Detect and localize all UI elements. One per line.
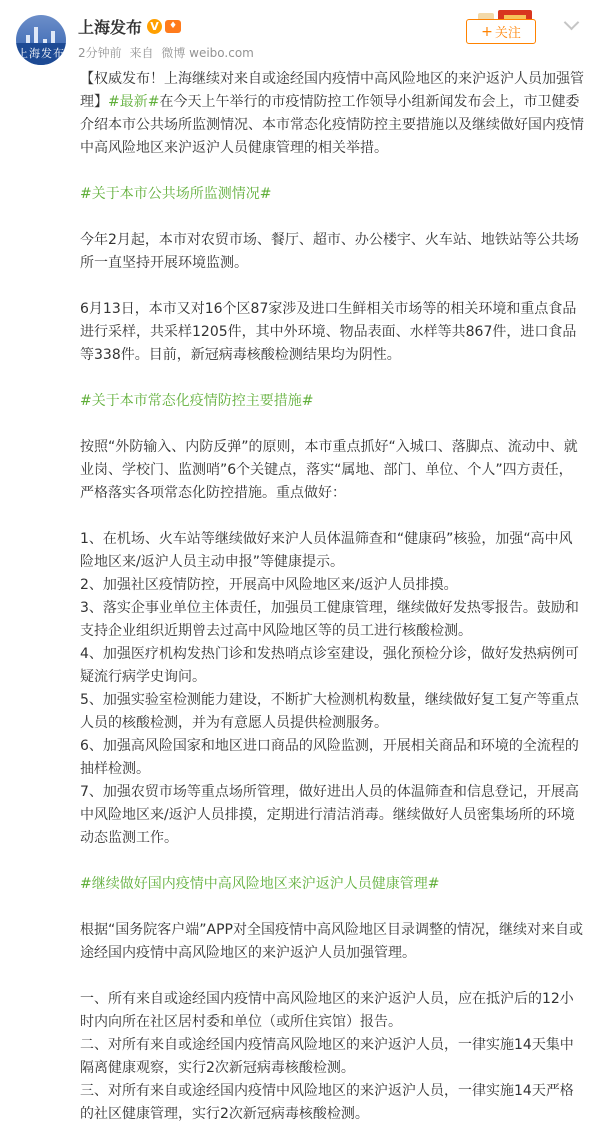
list-item: 7、加强农贸市场等重点场所管理，做好进出人员的体温筛查和信息登记，开展高中风险地区来/返沪人员排摸，定期进行清洁消毒。继续做好人员密集场所的环境动态监测工作。: [80, 784, 579, 846]
avatar[interactable]: [16, 15, 66, 65]
list-item: 5、加强实验室检测能力建设，不断扩大检测机构数量，继续做好复工复产等重点人员的核酸检测，并为有意愿人员提供检测服务。: [80, 692, 579, 731]
intro-text: 在今天上午举行的市疫情防控工作领导小组新闻发布会上，市卫健委介绍本市公共场所监测情况、本市常态化疫情防控主要措施以及继续做好国内疫情中高风险地区来沪返沪人员健康管理的相关举措。: [80, 94, 584, 156]
section1-paragraph-2: 6月13日，本市又对16个区87家涉及进口生鲜相关市场等的相关环境和重点食品进行采样，共采样1205件，其中外环境、物品表面、水样等共867件，进口食品等338件。目前，新冠病毒核酸检测结果均为阴性。: [80, 301, 577, 363]
topic-link-section1[interactable]: #关于本市公共场所监测情况#: [80, 186, 272, 202]
verified-v-icon: V: [147, 19, 162, 34]
section2-intro: 按照“外防输入、内防反弹”的原则，本市重点抓好“入城口、落脚点、流动中、就业岗、学校门、监测哨”6个关键点，落实“属地、部门、单位、个人”四方责任，严格落实各项常态化防控措施。重点做好：: [80, 439, 578, 501]
author-row: [78, 15, 181, 38]
list-item: 三、对所有来自或途经国内疫情中风险地区的来沪返沪人员，一律实施14天严格的社区健康管理，实行2次新冠病毒核酸检测。: [80, 1083, 574, 1122]
section3-intro: 根据“国务院客户端”APP对全国疫情中高风险地区目录调整的情况，继续对来自或途经国内疫情中高风险地区的来沪返沪人员加强管理。: [80, 922, 583, 961]
chevron-down-icon[interactable]: [564, 15, 580, 31]
post-meta: [78, 44, 258, 61]
post-content: [80, 68, 585, 1126]
list-item: 2、加强社区疫情防控，开展高中风险地区来/返沪人员排摸。: [80, 577, 458, 593]
list-item: 一、所有来自或途经国内疫情中高风险地区的来沪返沪人员，应在抵沪后的12小时内向所在社区居村委和单位（或所住宾馆）报告。: [80, 991, 574, 1030]
post-source: 微博 weibo.com: [161, 46, 254, 60]
list-item: 4、加强医疗机构发热门诊和发热哨点诊室建设，强化预检分诊，做好发热病例可疑流行病学史询问。: [80, 646, 579, 685]
follow-button[interactable]: [466, 19, 536, 44]
list-item: 1、在机场、火车站等继续做好来沪人员体温筛查和“健康码”核验，加强“高中风险地区来/返沪人员主动申报”等健康提示。: [80, 531, 573, 570]
list-item: 二、对所有来自或途经国内疫情高风险地区的来沪返沪人员，一律实施14天集中隔离健康观察，实行2次新冠病毒核酸检测。: [80, 1037, 574, 1076]
vip-badge-icon: ♦: [165, 20, 181, 33]
source-prefix: 来自: [129, 46, 154, 60]
list-item: 3、落实企事业单位主体责任，加强员工健康管理，继续做好发热零报告。鼓励和支持企业组织近期曾去过高中风险地区等的员工进行核酸检测。: [80, 600, 579, 639]
topic-link-section3[interactable]: #继续做好国内疫情中高风险地区来沪返沪人员健康管理#: [80, 876, 440, 892]
section1-paragraph-1: 今年2月起，本市对农贸市场、餐厅、超市、办公楼宇、火车站、地铁站等公共场所一直坚持开展环境监测。: [80, 232, 579, 271]
post-time[interactable]: 2分钟前: [78, 46, 122, 60]
intro-paragraph: [80, 68, 585, 160]
list-item: 6、加强高风险国家和地区进口商品的风险监测，开展相关商品和环境的全流程的抽样检测。: [80, 738, 579, 777]
follow-label: 关注: [494, 26, 521, 41]
post-header: [0, 0, 600, 68]
intro-title: 【权威发布！上海继续对来自或途经国内疫情中高风险地区的来沪返沪人员加强管理】: [80, 71, 584, 110]
author-name[interactable]: 上海发布: [78, 18, 143, 37]
avatar-text: 上海发布: [17, 47, 65, 60]
topic-link-section2[interactable]: #关于本市常态化疫情防控主要措施#: [80, 393, 314, 409]
topic-link-latest[interactable]: #最新#: [108, 94, 160, 110]
plus-icon: +: [481, 23, 493, 40]
